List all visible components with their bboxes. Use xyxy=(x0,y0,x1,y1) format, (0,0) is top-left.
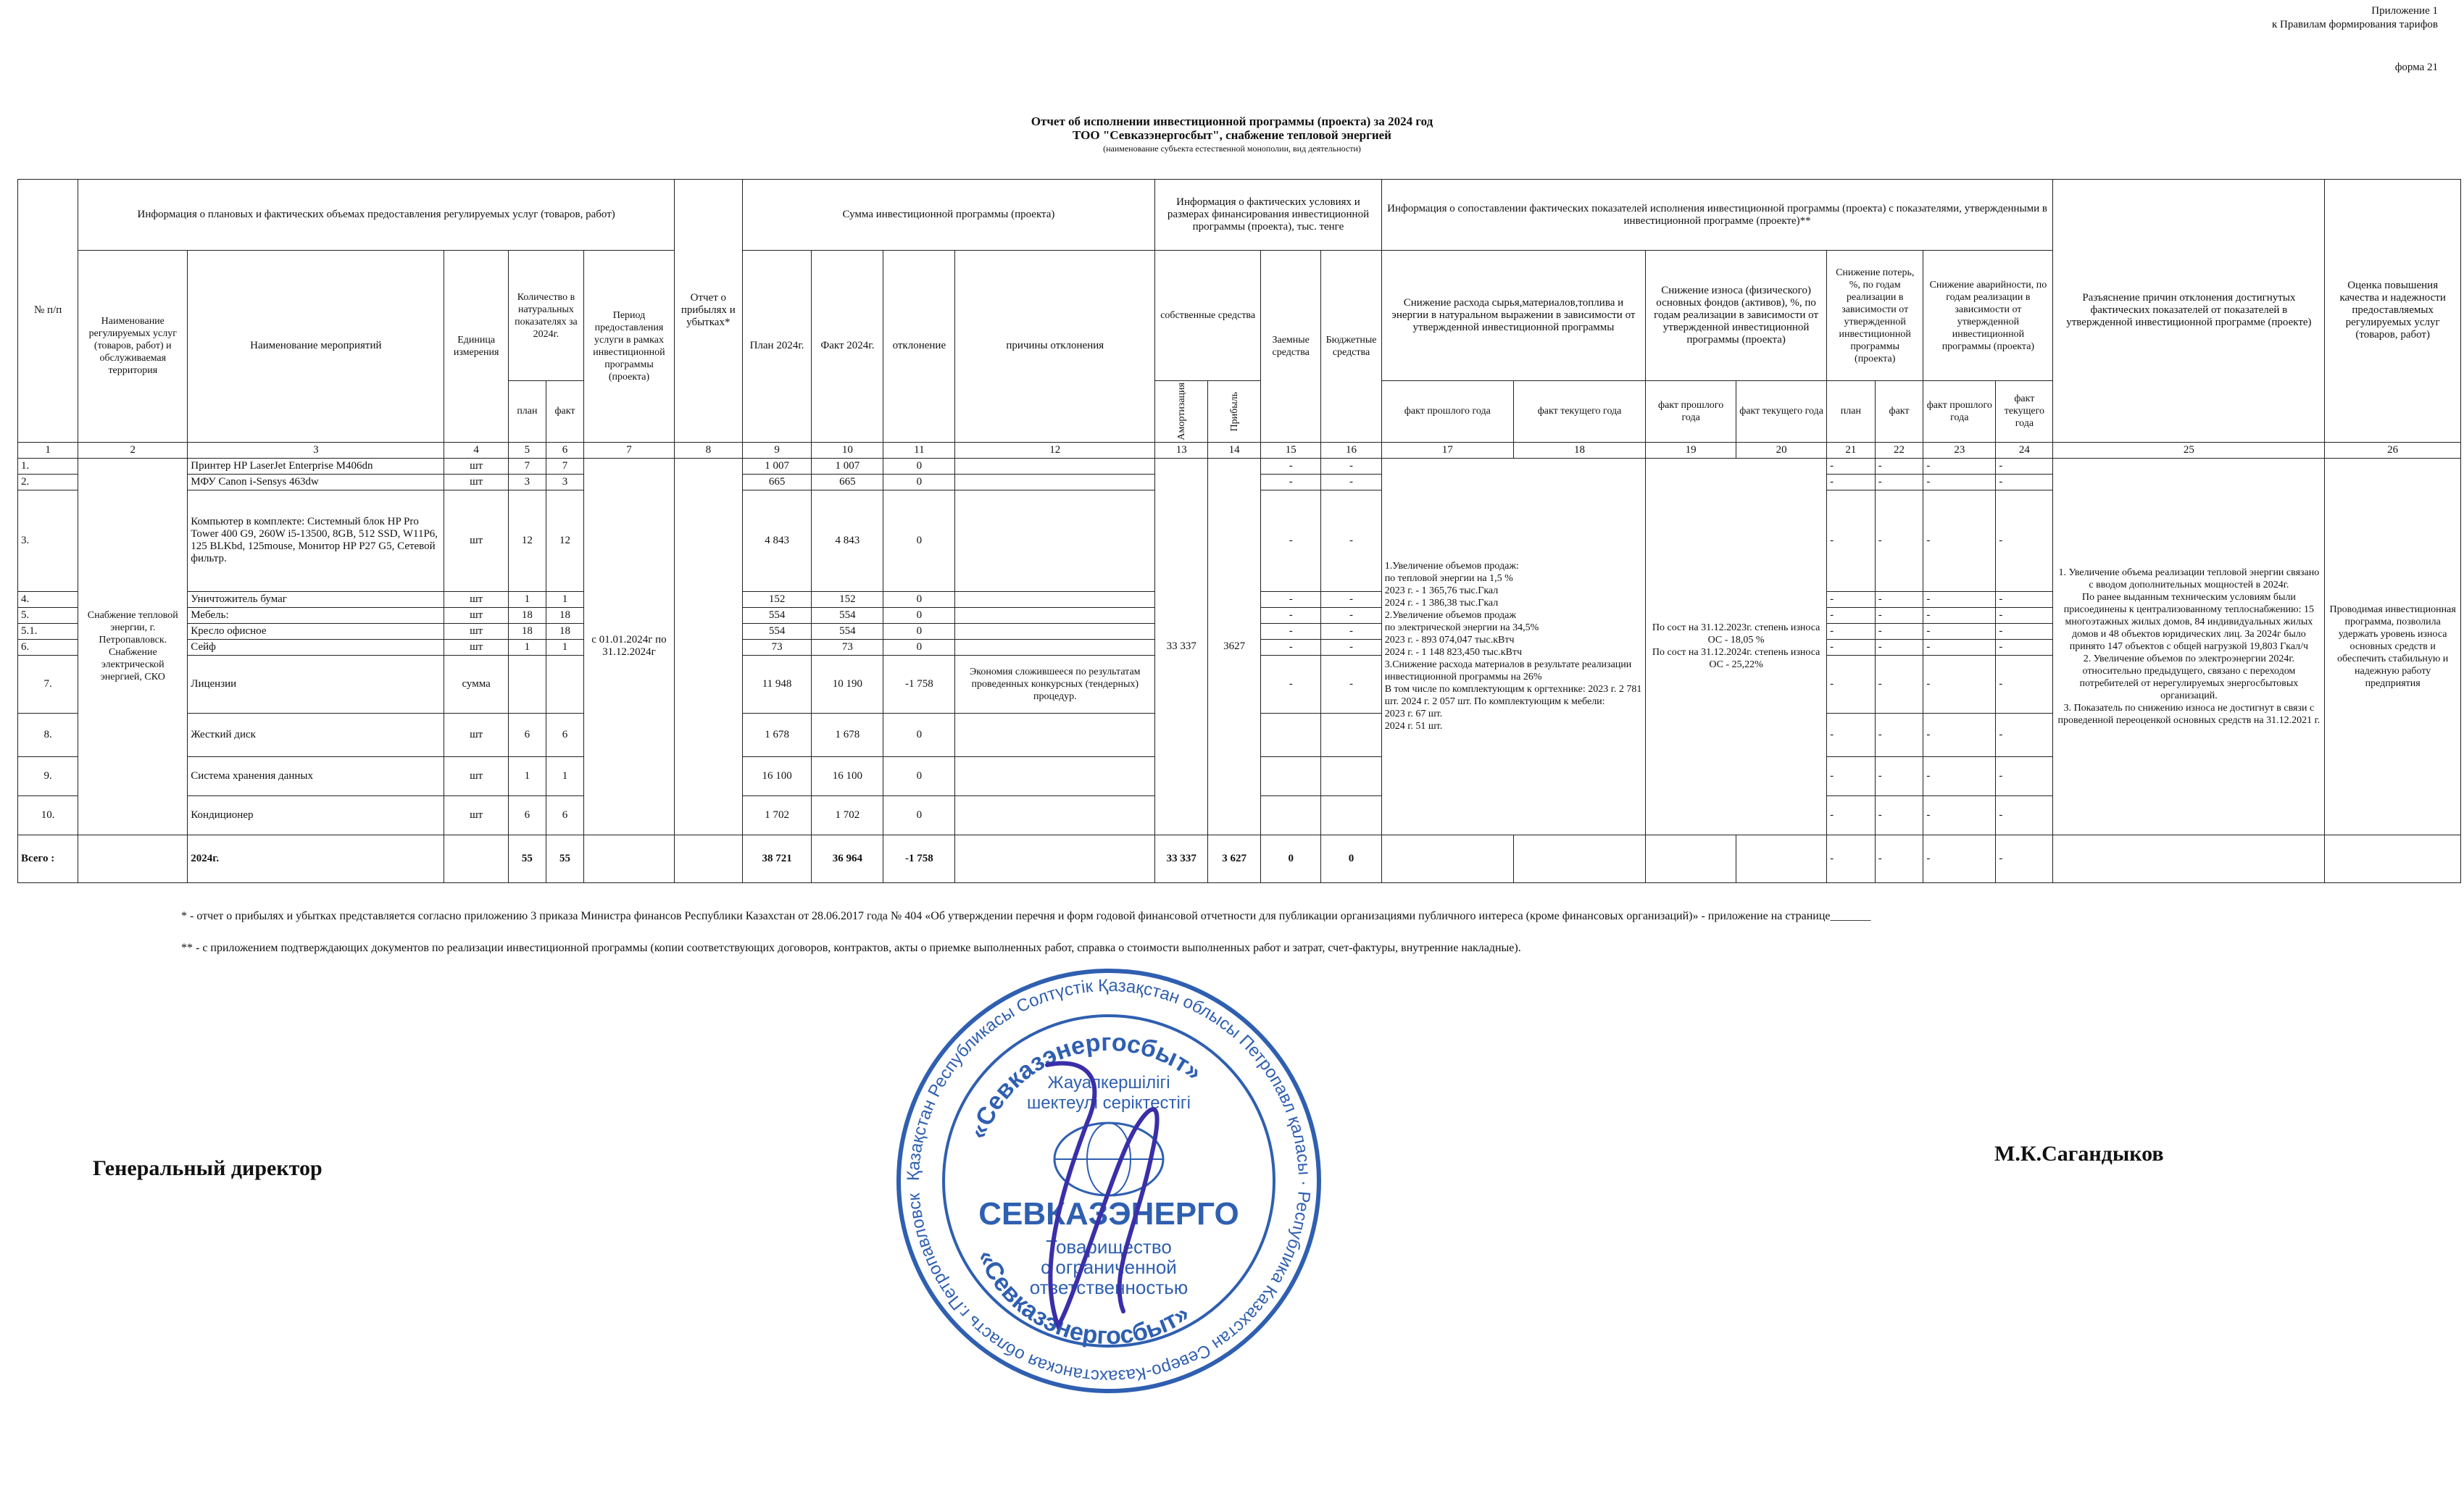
stamp-lower-line1: Товарищество xyxy=(1046,1236,1172,1258)
row-dev: 0 xyxy=(883,490,955,591)
total-empty xyxy=(674,835,742,882)
row-budget: - xyxy=(1321,591,1381,607)
row-name: Принтер HP LaserJet Enterprise M406dn xyxy=(188,458,444,474)
row-p2024: 73 xyxy=(742,639,812,655)
row-budget: - xyxy=(1321,490,1381,591)
row-f2024: 554 xyxy=(812,607,883,623)
row-loss-fact: - xyxy=(1875,713,1923,756)
stamp-lower-name: «Севказэнергосбыт» xyxy=(972,1245,1194,1350)
investment-report-table xyxy=(17,179,2461,883)
row-plan: 6 xyxy=(508,795,546,835)
th-budget: Бюджетные средства xyxy=(1321,251,1381,443)
row-p2024: 4 843 xyxy=(742,490,812,591)
row-unit: шт xyxy=(444,756,509,795)
footnote-1: * - отчет о прибылях и убытках представляется согласно приложению 3 приказа Министра финансов Республики Казахстан от 28.06.2017 года № 404 «Об утверждении перечня и форм годовой финансовой отчетности для публикации организациями публичного интереса (кроме финансовых организаций)» - приложение на странице_______ xyxy=(181,910,1871,922)
row-unit: шт xyxy=(444,591,509,607)
footnote-2: ** - с приложением подтверждающих документов по реализации инвестиционной программы (копии соответствующих договоров, контрактов, акты о приемке выполненных работ, справка о стоимости выполненных работ и затрат, счет-фактуры, внутренние накладные). xyxy=(181,942,1521,954)
row-unit: шт xyxy=(444,607,509,623)
th-amort xyxy=(1155,381,1208,443)
row-unit: шт xyxy=(444,713,509,756)
row-acc-fact: - xyxy=(1996,756,2053,795)
amort-total-cell: 33 337 xyxy=(1155,458,1208,835)
col-number: 14 xyxy=(1208,442,1261,458)
row-fact: 6 xyxy=(546,713,583,756)
row-loan: - xyxy=(1261,591,1321,607)
row-loss-plan: - xyxy=(1827,591,1876,607)
row-budget: - xyxy=(1321,607,1381,623)
row-acc-fact: - xyxy=(1996,607,2053,623)
col-number: 9 xyxy=(742,442,812,458)
th-profit-label: Прибыль xyxy=(1228,391,1240,432)
row-plan: 3 xyxy=(508,474,546,490)
th-qty: Количество в натуральных показателях за 2024г. xyxy=(508,251,583,381)
row-p2024: 665 xyxy=(742,474,812,490)
row-loss-plan: - xyxy=(1827,713,1876,756)
row-acc-fact: - xyxy=(1996,795,2053,835)
total-amort: 33 337 xyxy=(1155,835,1208,882)
reduce-cost-text: 1.Увеличение объемов продаж: по тепловой энергии на 1,5 % 2023 г. - 1 365,76 тыс.Гкал 2024 г. - 1 386,38 тыс.Гкал 2.Увеличение объемов продаж по электрической энергии на 34,5% 2023 г. - 893 074,047 тыс.кВтч 2024 г. - 1 148 823,450 тыс.кВтч 3.Снижение расхода материалов в результате реализации инвестиционной программы на 26% В том числе по комплектующим к оргтехнике: 2023 г. 2 781 шт. 2024 г. 2 057 шт. По комплектующим к мебели: 2023 г. 67 шт. 2024 г. 51 шт. xyxy=(1381,458,1645,835)
total-loss-fact: - xyxy=(1875,835,1923,882)
row-f2024: 10 190 xyxy=(812,655,883,713)
stamp-upper-line1: Жауапкершілігі xyxy=(1047,1073,1170,1093)
row-loss-plan: - xyxy=(1827,795,1876,835)
row-num: 7. xyxy=(18,655,78,713)
appendix-reference xyxy=(2272,4,2438,32)
total-label: Всего : xyxy=(18,835,78,882)
row-fact: 3 xyxy=(546,474,583,490)
period-cell: с 01.01.2024г по 31.12.2024г xyxy=(584,458,675,835)
th-fact-curr2: факт текущего года xyxy=(1736,381,1827,443)
col-number: 26 xyxy=(2325,442,2461,458)
th-explain: Разъяснение причин отклонения достигнутых фактических показателей от показателей в утвержденной инвестиционной программе (проекте) xyxy=(2053,180,2325,443)
th-fact-curr3: факт текущего года xyxy=(1996,381,2053,443)
row-loss-fact: - xyxy=(1875,756,1923,795)
row-budget xyxy=(1321,756,1381,795)
th-report: Отчет о прибылях и убытках* xyxy=(674,180,742,443)
row-loan: - xyxy=(1261,607,1321,623)
row-f2024: 665 xyxy=(812,474,883,490)
row-unit: шт xyxy=(444,490,509,591)
th-loan: Заемные средства xyxy=(1261,251,1321,443)
col-number: 17 xyxy=(1381,442,1513,458)
row-dev: 0 xyxy=(883,458,955,474)
row-plan: 6 xyxy=(508,713,546,756)
row-num: 1. xyxy=(18,458,78,474)
col-number: 15 xyxy=(1261,442,1321,458)
row-loan xyxy=(1261,756,1321,795)
row-name: Жесткий диск xyxy=(188,713,444,756)
row-reason xyxy=(955,756,1155,795)
row-p2024: 152 xyxy=(742,591,812,607)
row-plan: 1 xyxy=(508,591,546,607)
total-p2024: 38 721 xyxy=(742,835,812,882)
row-fact: 1 xyxy=(546,591,583,607)
row-num: 8. xyxy=(18,713,78,756)
col-number: 8 xyxy=(674,442,742,458)
th-reduce-accident: Снижение аварийности, по годам реализации в зависимости от утвержденной инвестиционной программы (проекта) xyxy=(1923,251,2053,381)
report-title xyxy=(0,114,2464,156)
row-p2024: 16 100 xyxy=(742,756,812,795)
row-loss-fact: - xyxy=(1875,458,1923,474)
row-name: МФУ Canon i-Sensys 463dw xyxy=(188,474,444,490)
row-name: Компьютер в комплекте: Системный блок HP Pro Tower 400 G9, 260W i5-13500, 8GB, 512 SSD, W11P6, 125 BLKbd, 125mouse, Монитор HP P27 G5, Сетевой фильтр. xyxy=(188,490,444,591)
th-num: № п/п xyxy=(18,180,78,443)
row-num: 3. xyxy=(18,490,78,591)
row-budget: - xyxy=(1321,655,1381,713)
th-group-compare: Информация о сопоставлении фактических показателей исполнения инвестиционной программы (проекта) с показателями, утвержденными в инвестиционной программе (проекте)** xyxy=(1381,180,2053,251)
table-row xyxy=(18,458,2461,474)
row-loss-plan: - xyxy=(1827,655,1876,713)
row-plan: 7 xyxy=(508,458,546,474)
row-num: 9. xyxy=(18,756,78,795)
total-f2024: 36 964 xyxy=(812,835,883,882)
row-f2024: 16 100 xyxy=(812,756,883,795)
appendix-line1: Приложение 1 xyxy=(2371,5,2438,17)
col-number: 3 xyxy=(188,442,444,458)
th-fact2024: Факт 2024г. xyxy=(812,251,883,443)
row-loss-fact: - xyxy=(1875,591,1923,607)
row-p2024: 1 007 xyxy=(742,458,812,474)
row-num: 5.1. xyxy=(18,623,78,639)
row-f2024: 1 702 xyxy=(812,795,883,835)
th-fact-prev: факт прошлого года xyxy=(1381,381,1513,443)
th-unit: Единица измерения xyxy=(444,251,509,443)
row-plan: 1 xyxy=(508,639,546,655)
total-empty xyxy=(2325,835,2461,882)
row-unit: шт xyxy=(444,474,509,490)
signer-name: М.К.Сагандыков xyxy=(1994,1142,2164,1166)
row-acc-plan: - xyxy=(1923,756,1996,795)
row-dev: 0 xyxy=(883,591,955,607)
row-p2024: 554 xyxy=(742,623,812,639)
row-loan xyxy=(1261,713,1321,756)
row-acc-fact: - xyxy=(1996,458,2053,474)
row-budget xyxy=(1321,795,1381,835)
col-number: 21 xyxy=(1827,442,1876,458)
col-number: 7 xyxy=(584,442,675,458)
row-acc-plan: - xyxy=(1923,795,1996,835)
total-empty xyxy=(2053,835,2325,882)
col-number: 16 xyxy=(1321,442,1381,458)
row-num: 5. xyxy=(18,607,78,623)
row-name: Кондиционер xyxy=(188,795,444,835)
total-row xyxy=(18,835,2461,882)
row-acc-fact: - xyxy=(1996,639,2053,655)
th-reasons: причины отклонения xyxy=(955,251,1155,443)
row-name: Система хранения данных xyxy=(188,756,444,795)
row-loss-plan: - xyxy=(1827,623,1876,639)
th-own-funds: собственные средства xyxy=(1155,251,1261,381)
col-number: 2 xyxy=(78,442,188,458)
row-fact: 18 xyxy=(546,607,583,623)
col-number: 24 xyxy=(1996,442,2053,458)
row-reason xyxy=(955,623,1155,639)
th-measure-name: Наименование мероприятий xyxy=(188,251,444,443)
total-empty xyxy=(444,835,509,882)
row-budget: - xyxy=(1321,474,1381,490)
row-loan xyxy=(1261,795,1321,835)
total-acc-plan: - xyxy=(1923,835,1996,882)
total-profit: 3 627 xyxy=(1208,835,1261,882)
row-loan: - xyxy=(1261,623,1321,639)
row-f2024: 1 678 xyxy=(812,713,883,756)
th-deviation: отклонение xyxy=(883,251,955,443)
row-loan: - xyxy=(1261,655,1321,713)
row-name: Мебель: xyxy=(188,607,444,623)
profit-total-cell: 3627 xyxy=(1208,458,1261,835)
row-p2024: 1 678 xyxy=(742,713,812,756)
col-number: 22 xyxy=(1875,442,1923,458)
row-loss-fact: - xyxy=(1875,490,1923,591)
row-plan: 18 xyxy=(508,623,546,639)
row-fact: 6 xyxy=(546,795,583,835)
row-reason xyxy=(955,607,1155,623)
stamp-lower-line3: ответственностью xyxy=(1029,1277,1189,1298)
row-num: 4. xyxy=(18,591,78,607)
service-territory: Снабжение тепловой энергии, г. Петропавловск. Снабжение электрической энергией, СКО xyxy=(78,458,188,835)
th-profit xyxy=(1208,381,1261,443)
row-fact: 1 xyxy=(546,756,583,795)
th-service-name: Наименование регулируемых услуг (товаров, работ) и обслуживаемая территория xyxy=(78,251,188,443)
row-dev: 0 xyxy=(883,756,955,795)
row-plan: 18 xyxy=(508,607,546,623)
total-dev: -1 758 xyxy=(883,835,955,882)
row-f2024: 73 xyxy=(812,639,883,655)
row-dev: 0 xyxy=(883,795,955,835)
row-num: 2. xyxy=(18,474,78,490)
row-acc-plan: - xyxy=(1923,591,1996,607)
row-loss-fact: - xyxy=(1875,474,1923,490)
row-fact: 7 xyxy=(546,458,583,474)
row-name: Сейф xyxy=(188,639,444,655)
col-number: 19 xyxy=(1646,442,1736,458)
row-budget: - xyxy=(1321,639,1381,655)
total-empty xyxy=(955,835,1155,882)
col-number: 10 xyxy=(812,442,883,458)
form-number: форма 21 xyxy=(2394,62,2438,73)
col-number: 11 xyxy=(883,442,955,458)
row-dev: 0 xyxy=(883,639,955,655)
row-loan: - xyxy=(1261,458,1321,474)
stamp-upper-name: «Севказэнергосбыт» xyxy=(964,1028,1207,1143)
row-reason xyxy=(955,458,1155,474)
th-plan2024: План 2024г. xyxy=(742,251,812,443)
row-acc-plan: - xyxy=(1923,713,1996,756)
row-reason xyxy=(955,474,1155,490)
th-group-fin: Информация о фактических условиях и размерах финансирования инвестиционной программы (проекта), тыс. тенге xyxy=(1155,180,1381,251)
row-loss-fact: - xyxy=(1875,795,1923,835)
row-unit: шт xyxy=(444,458,509,474)
company-stamp xyxy=(891,964,1326,1398)
th-fact-prev2: факт прошлого года xyxy=(1646,381,1736,443)
row-unit: сумма xyxy=(444,655,509,713)
row-unit: шт xyxy=(444,623,509,639)
row-loss-fact: - xyxy=(1875,623,1923,639)
row-acc-fact: - xyxy=(1996,655,2053,713)
row-loss-plan: - xyxy=(1827,756,1876,795)
th-qty-plan: план xyxy=(508,381,546,443)
row-reason xyxy=(955,713,1155,756)
title-line3: (наименование субъекта естественной монополии, вид деятельности) xyxy=(1103,143,1361,154)
title-line2: ТОО "Севказэнергосбыт", снабжение тепловой энергией xyxy=(1073,128,1391,142)
col-number: 5 xyxy=(508,442,546,458)
total-fact: 55 xyxy=(546,835,583,882)
row-dev: 0 xyxy=(883,713,955,756)
row-fact: 18 xyxy=(546,623,583,639)
row-acc-fact: - xyxy=(1996,591,2053,607)
th-group-plan-fact: Информация о плановых и фактических объемах предоставления регулируемых услуг (товаров, работ) xyxy=(78,180,675,251)
assessment-text: Проводимая инвестиционная программа, позволила удержать уровень износа основных средств и обеспечить стабильную и надежную работу предприятия xyxy=(2325,458,2461,835)
row-acc-fact: - xyxy=(1996,490,2053,591)
row-budget: - xyxy=(1321,623,1381,639)
col-number: 12 xyxy=(955,442,1155,458)
th-reduce-cost: Снижение расхода сырья,материалов,топлива и энергии в натуральном выражении в зависимости от утвержденной инвестиционной программы xyxy=(1381,251,1645,381)
row-acc-plan: - xyxy=(1923,490,1996,591)
total-budget: 0 xyxy=(1321,835,1381,882)
title-line1: Отчет об исполнении инвестиционной программы (проекта) за 2024 год xyxy=(1031,114,1433,128)
stamp-logo: СЕВКАЗЭНЕРГО xyxy=(978,1196,1239,1232)
report-cell xyxy=(674,458,742,835)
total-empty xyxy=(1513,835,1645,882)
stamp-lower-line2: с ограниченной xyxy=(1041,1256,1177,1278)
col-number: 18 xyxy=(1513,442,1645,458)
total-loan: 0 xyxy=(1261,835,1321,882)
row-dev: -1 758 xyxy=(883,655,955,713)
row-p2024: 11 948 xyxy=(742,655,812,713)
row-name: Лицензии xyxy=(188,655,444,713)
col-number: 4 xyxy=(444,442,509,458)
row-dev: 0 xyxy=(883,607,955,623)
row-acc-plan: - xyxy=(1923,474,1996,490)
row-loss-plan: - xyxy=(1827,607,1876,623)
row-p2024: 1 702 xyxy=(742,795,812,835)
row-plan: 12 xyxy=(508,490,546,591)
col-number: 23 xyxy=(1923,442,1996,458)
row-name: Кресло офисное xyxy=(188,623,444,639)
row-loss-fact: - xyxy=(1875,655,1923,713)
row-loss-plan: - xyxy=(1827,639,1876,655)
row-unit: шт xyxy=(444,795,509,835)
row-fact xyxy=(546,655,583,713)
row-acc-fact: - xyxy=(1996,713,2053,756)
row-acc-fact: - xyxy=(1996,474,2053,490)
row-loss-fact: - xyxy=(1875,639,1923,655)
row-loan: - xyxy=(1261,639,1321,655)
column-number-row xyxy=(18,442,2461,458)
row-acc-plan: - xyxy=(1923,639,1996,655)
row-f2024: 554 xyxy=(812,623,883,639)
th-qty-fact: факт xyxy=(546,381,583,443)
col-number: 20 xyxy=(1736,442,1827,458)
th-amort-label: Амортизация xyxy=(1175,383,1187,440)
total-empty xyxy=(1736,835,1827,882)
row-plan xyxy=(508,655,546,713)
th-period: Период предоставления услуги в рамках инвестиционной программы (проекта) xyxy=(584,251,675,443)
col-number: 1 xyxy=(18,442,78,458)
row-f2024: 1 007 xyxy=(812,458,883,474)
row-reason xyxy=(955,795,1155,835)
total-empty xyxy=(78,835,188,882)
row-f2024: 152 xyxy=(812,591,883,607)
globe-icon xyxy=(1054,1123,1163,1195)
stamp-outer-text: Қазақстан Республикасы Солтүстік Қазақстан облысы Петропавл қаласы · Республика Казахстан Северо-Казахстанская область г.Петропавловск xyxy=(903,975,1315,1387)
row-reason: Экономия сложившееся по результатам проведенных конкурсных (тендерных) процедур. xyxy=(955,655,1155,713)
row-num: 10. xyxy=(18,795,78,835)
row-name: Уничтожитель бумаг xyxy=(188,591,444,607)
total-empty xyxy=(1381,835,1513,882)
explain-text: 1. Увеличение объема реализации тепловой энергии связано с вводом дополнительных мощностей в 2024г. По ранее выданным техническим условиям были присоединены к централизованному теплоснабжению: 15 многоэтажных жилых домов, 84 индивидуальных жилых домов и 48 объектов юридических лиц. За 2024г было принято 147 объектов с общей нагрузкой 19,803 Гкал/ч 2. Увеличение объемов по электроэнергии 2024г. относительно предыдущего, связано с переходом потребителей от нерегулируемых энергосбытовых организаций. 3. Показатель по снижению износа не достигнут в связи с проведенной переоценкой основных средств на 31.12.2021 г. xyxy=(2053,458,2325,835)
th-plan-s: план xyxy=(1827,381,1876,443)
total-empty xyxy=(1646,835,1736,882)
th-reduce-wear: Снижение износа (физического) основных фондов (активов), %, по годам реализации в зависимости от утвержденной инвестиционной программы (проекта) xyxy=(1646,251,1827,381)
row-loss-plan: - xyxy=(1827,474,1876,490)
th-reduce-loss: Снижение потерь, %, по годам реализации в зависимости от утвержденной инвестиционной программы (проекта) xyxy=(1827,251,1923,381)
row-f2024: 4 843 xyxy=(812,490,883,591)
total-empty xyxy=(584,835,675,882)
director-title: Генеральный директор xyxy=(93,1156,322,1180)
row-acc-plan: - xyxy=(1923,623,1996,639)
row-acc-plan: - xyxy=(1923,607,1996,623)
row-plan: 1 xyxy=(508,756,546,795)
total-loss-plan: - xyxy=(1827,835,1876,882)
row-loss-fact: - xyxy=(1875,607,1923,623)
row-acc-fact: - xyxy=(1996,623,2053,639)
total-acc-fact: - xyxy=(1996,835,2053,882)
row-dev: 0 xyxy=(883,623,955,639)
row-p2024: 554 xyxy=(742,607,812,623)
row-acc-plan: - xyxy=(1923,458,1996,474)
row-budget xyxy=(1321,713,1381,756)
row-loan: - xyxy=(1261,490,1321,591)
total-plan: 55 xyxy=(508,835,546,882)
row-budget: - xyxy=(1321,458,1381,474)
row-fact: 12 xyxy=(546,490,583,591)
row-unit: шт xyxy=(444,639,509,655)
total-year: 2024г. xyxy=(188,835,444,882)
reduce-wear-text: По сост на 31.12.2023г. степень износа ОС - 18,05 % По сост на 31.12.2024г. степень износа ОС - 25,22% xyxy=(1646,458,1827,835)
th-fact-s: факт xyxy=(1875,381,1923,443)
row-reason xyxy=(955,639,1155,655)
row-loss-plan: - xyxy=(1827,458,1876,474)
col-number: 6 xyxy=(546,442,583,458)
row-reason xyxy=(955,591,1155,607)
row-acc-plan: - xyxy=(1923,655,1996,713)
row-fact: 1 xyxy=(546,639,583,655)
row-dev: 0 xyxy=(883,474,955,490)
th-fact-prev3: факт прошлого года xyxy=(1923,381,1996,443)
th-group-sum: Сумма инвестиционной программы (проекта) xyxy=(742,180,1155,251)
appendix-line2: к Правилам формирования тарифов xyxy=(2271,19,2438,30)
col-number: 25 xyxy=(2053,442,2325,458)
stamp-upper-line2: шектеулі серіктестігі xyxy=(1027,1093,1191,1113)
row-loan: - xyxy=(1261,474,1321,490)
row-num: 6. xyxy=(18,639,78,655)
row-loss-plan: - xyxy=(1827,490,1876,591)
col-number: 13 xyxy=(1155,442,1208,458)
row-reason xyxy=(955,490,1155,591)
th-fact-curr: факт текущего года xyxy=(1513,381,1645,443)
th-assessment: Оценка повышения качества и надежности предоставляемых регулируемых услуг (товаров, работ) xyxy=(2325,180,2461,443)
